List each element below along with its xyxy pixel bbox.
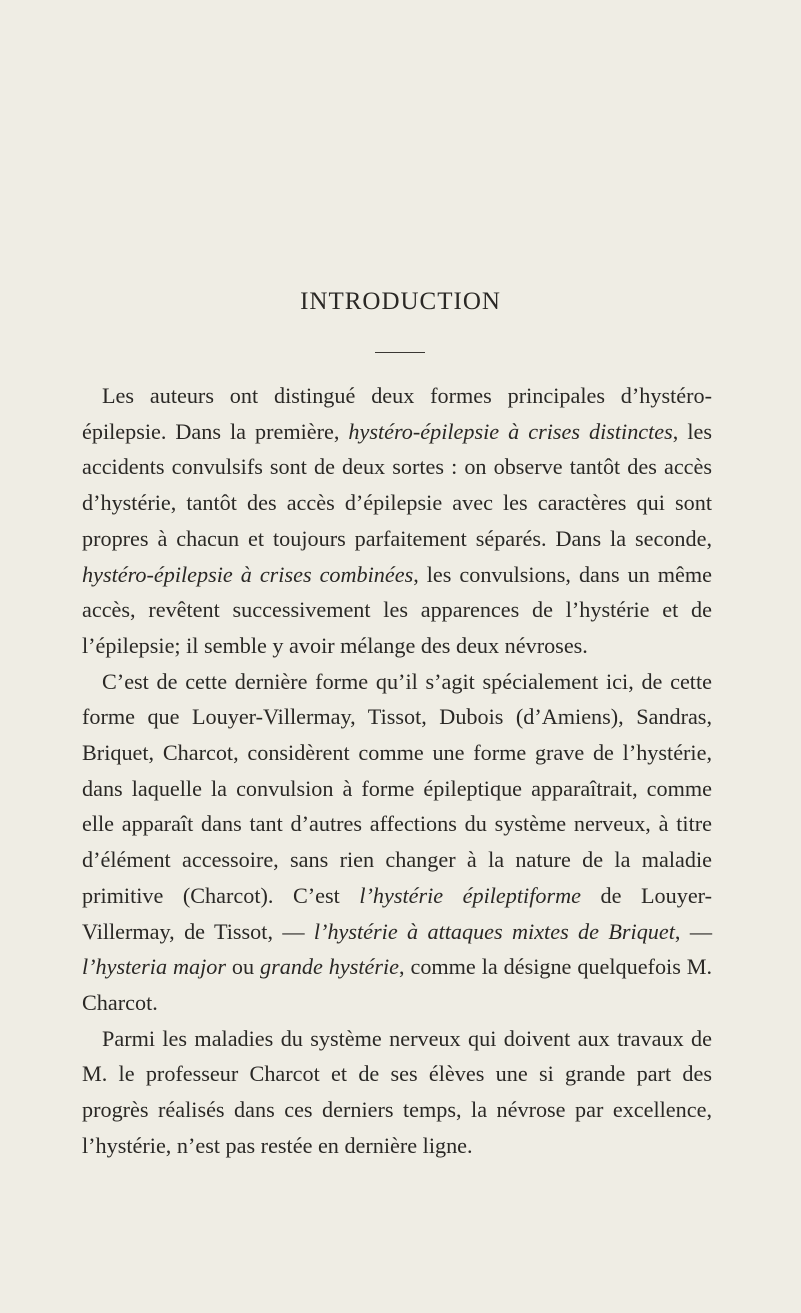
paragraph-1	[82, 378, 712, 664]
heading-rule	[375, 352, 425, 353]
paragraph-2	[82, 664, 712, 1021]
text-segment: Les auteurs ont distingué deux formes principales d’hystéro-épilepsie. Dans la première,	[82, 383, 712, 444]
body-text	[82, 378, 712, 1163]
italic-term: l’hystérie à attaques mixtes de Briquet	[313, 918, 675, 944]
text-segment: , les accidents convulsifs sont de deux sortes : on observe tantôt des accès d’hystérie, tantôt des accès d’épilepsie avec les caractères qui sont propres à chacun et toujours parfaitement séparés. Dans la seconde,	[82, 418, 712, 551]
text-segment: , les convulsions, dans un même accès, revêtent successivement les apparences de l’hystérie et de l’épilepsie; il semble y avoir mélange des deux névroses.	[82, 561, 712, 658]
text-segment: , —	[674, 918, 713, 944]
text-segment: C’est de cette dernière forme qu’il s’agit spécialement ici, de cette forme que Louyer-Villermay, Tissot, Dubois (d’Amiens), Sandras, Briquet, Charcot, considèrent comme une forme grave de l’hystérie, dans laquelle la convulsion à forme épileptique apparaîtrait, comme elle apparaît dans tant d’autres affections du système nerveux, à titre d’élément accessoire, sans rien changer à la nature de la maladie primitive (Charcot). C’est	[82, 668, 712, 908]
text-segment: Parmi les maladies du système nerveux qui doivent aux travaux de M. le professeur Charcot et de ses élèves une si grande part des progrès réalisés dans ces derniers temps, la névrose par excellence, l’hystérie, n’est pas restée en dernière ligne.	[82, 1025, 712, 1158]
text-segment: de Louyer-Villermay, de Tissot, —	[82, 882, 713, 944]
text-segment: ou	[225, 954, 260, 980]
italic-term: grande hystérie	[260, 954, 400, 980]
italic-term: hystéro-épilepsie à crises distinctes	[348, 418, 673, 444]
italic-term: l’hysteria major	[82, 954, 226, 980]
italic-term: hystéro-épilepsie à crises combinées	[82, 561, 414, 587]
chapter-heading: INTRODUCTION	[300, 288, 501, 315]
italic-term: l’hystérie épileptiforme	[359, 882, 581, 908]
paragraph-3	[82, 1021, 712, 1164]
text-segment: , comme la désigne quelquefois M. Charcot.	[82, 954, 713, 1015]
